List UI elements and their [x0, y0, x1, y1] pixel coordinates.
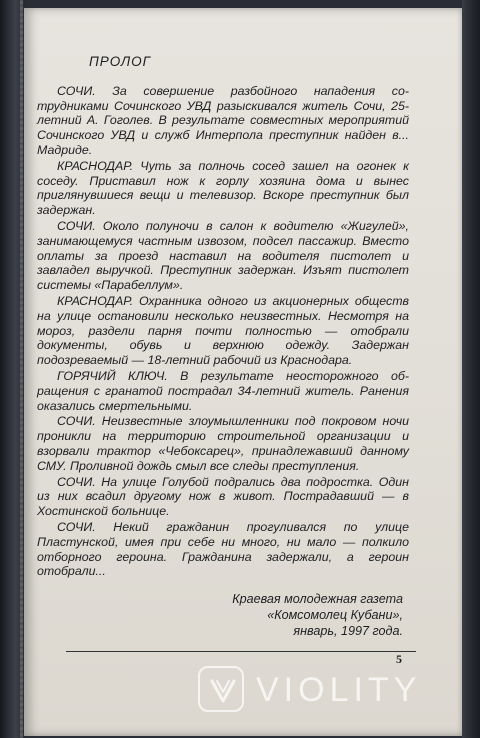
news-item-3: СОЧИ. Около полуночи в салон к водителю «Жигулей», занимающемуся частным извозом, подсел пассажир. Вместо оплаты за проезд наставил на водителя пистолет и завладел выручкой. Преступник задержан. Изъят пистолет системы «Парабеллум». — [37, 218, 409, 293]
news-item-8: СОЧИ. Некий гражданин прогуливался по улице Пластунской, имея при себе ни много, ни мало — полкило отборного героина. Гражданина задержали, а героин отобрали... — [37, 519, 409, 579]
news-item-1: СОЧИ. За совершение разбойного нападения сотрудниками Сочинского УВД разыскивался житель Сочи, 25-летний А. Гоголев. В результате совместных мероприятий Сочинского УВД и служб Интерпола преступник найден в... Мадриде. — [37, 83, 409, 157]
source-line-1: Краевая молодежная газета — [232, 592, 403, 607]
chapter-heading: ПРОЛОГ — [89, 54, 151, 69]
book-cover-edge — [462, 0, 480, 738]
source-line-2: «Комсомолец Кубани», — [267, 608, 403, 623]
news-item-7: СОЧИ. На улице Голубой подрались два подростка. Один из них всадил другому нож в живот. Пострадавший — в Хостинской больнице. — [37, 474, 409, 519]
page-text — [37, 55, 409, 639]
watermark-text: VIOLITY — [256, 671, 422, 709]
news-item-6: СОЧИ. Неизвестные злоумышленники под покровом ночи проникли на территорию строительной организации и взорвали трактор «Чебоксарец», принадлежавший данному СМУ. Проливной дождь смыл все следы преступления. — [37, 414, 409, 473]
binding-thread — [20, 0, 23, 738]
news-item-2: КРАСНОДАР. Чуть за полночь сосед зашел на огонек к соседу. Приставил нож к горлу хозяина дома и вынес приглянувшиеся вещи и телевизор. Вскоре преступник был задержан. — [37, 158, 409, 218]
news-item-4: КРАСНОДАР. Охранника одного из акционерных обществ на улице остановили несколько неизвестных. Несмотря на мороз, раздели парня почти полностью — отобрали документы, обувь и верхнюю одежду. Задержан подозреваемый — 18-летний рабочий из Краснодара. — [37, 293, 409, 368]
footer-rule — [66, 651, 416, 652]
news-item-5: ГОРЯЧИЙ КЛЮЧ. В результате неосторожного обращения с гранатой пострадал 34-летний житель. Ранения оказались смертельными. — [37, 368, 409, 413]
watermark — [198, 666, 468, 714]
source-line-3: январь, 1997 года. — [293, 624, 403, 639]
page-number: 5 — [396, 652, 402, 666]
source-attribution — [37, 591, 409, 639]
violity-logo-icon — [198, 666, 244, 712]
